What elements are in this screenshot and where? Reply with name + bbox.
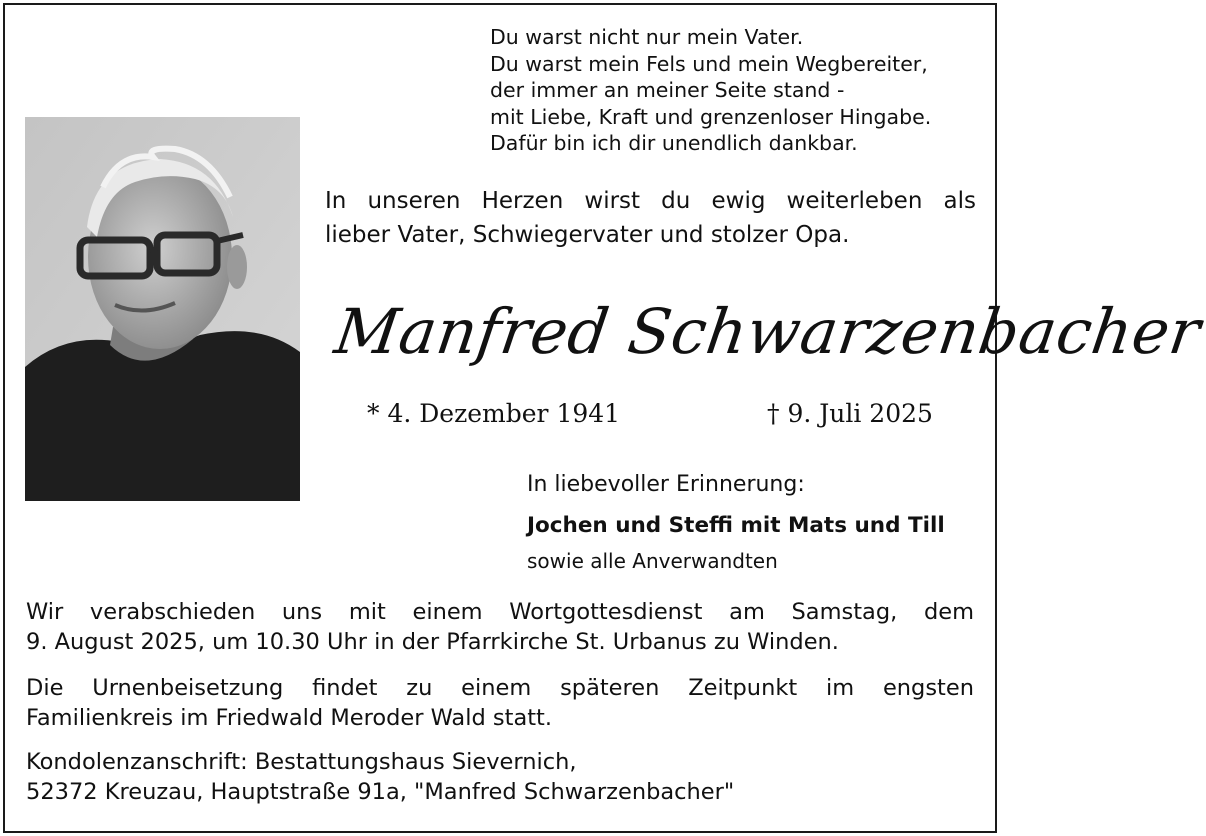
verse-line: Dafür bin ich dir unendlich dankbar. (490, 131, 858, 155)
condolence-line: 52372 Kreuzau, Hauptstraße 91a, "Manfred Schwarzenbacher" (26, 779, 735, 805)
memorial-line: In unseren Herzen wirst du ewig weiterleben als (325, 188, 976, 214)
mourners-relatives: sowie alle Anverwandten (527, 549, 778, 573)
burial-line: Familienkreis im Friedwald Meroder Wald statt. (26, 705, 553, 731)
service-line: 9. August 2025, um 10.30 Uhr in der Pfarrkirche St. Urbanus zu Winden. (26, 629, 839, 655)
deceased-name: Manfred Schwarzenbacher (330, 295, 1206, 368)
memorial-text (325, 184, 976, 252)
mourners-intro: In liebevoller Erinnerung: (527, 472, 805, 497)
verse-line: Du warst mein Fels und mein Wegbereiter, (490, 51, 928, 76)
verse-block (490, 24, 990, 157)
mourners-names: Jochen und Steffi mit Mats und Till (527, 513, 945, 538)
condolence-line: Kondolenzanschrift: Bestattungshaus Sievernich, (26, 749, 577, 775)
burial-line: Die Urnenbeisetzung findet zu einem späteren Zeitpunkt im engsten (26, 675, 974, 701)
portrait-photo (25, 117, 300, 501)
verse-line: mit Liebe, Kraft und grenzenloser Hingabe. (490, 104, 932, 129)
burial-paragraph (26, 673, 974, 733)
verse-line: der immer an meiner Seite stand - (490, 78, 845, 102)
verse-line: Du warst nicht nur mein Vater. (490, 25, 804, 49)
service-paragraph (26, 597, 974, 657)
service-line: Wir verabschieden uns mit einem Wortgottesdienst am Samstag, dem (26, 599, 974, 625)
condolence-paragraph (26, 747, 974, 807)
birth-date: * 4. Dezember 1941 (367, 399, 621, 428)
death-date: † 9. Juli 2025 (767, 399, 933, 428)
memorial-line: lieber Vater, Schwiegervater und stolzer Opa. (325, 222, 850, 248)
